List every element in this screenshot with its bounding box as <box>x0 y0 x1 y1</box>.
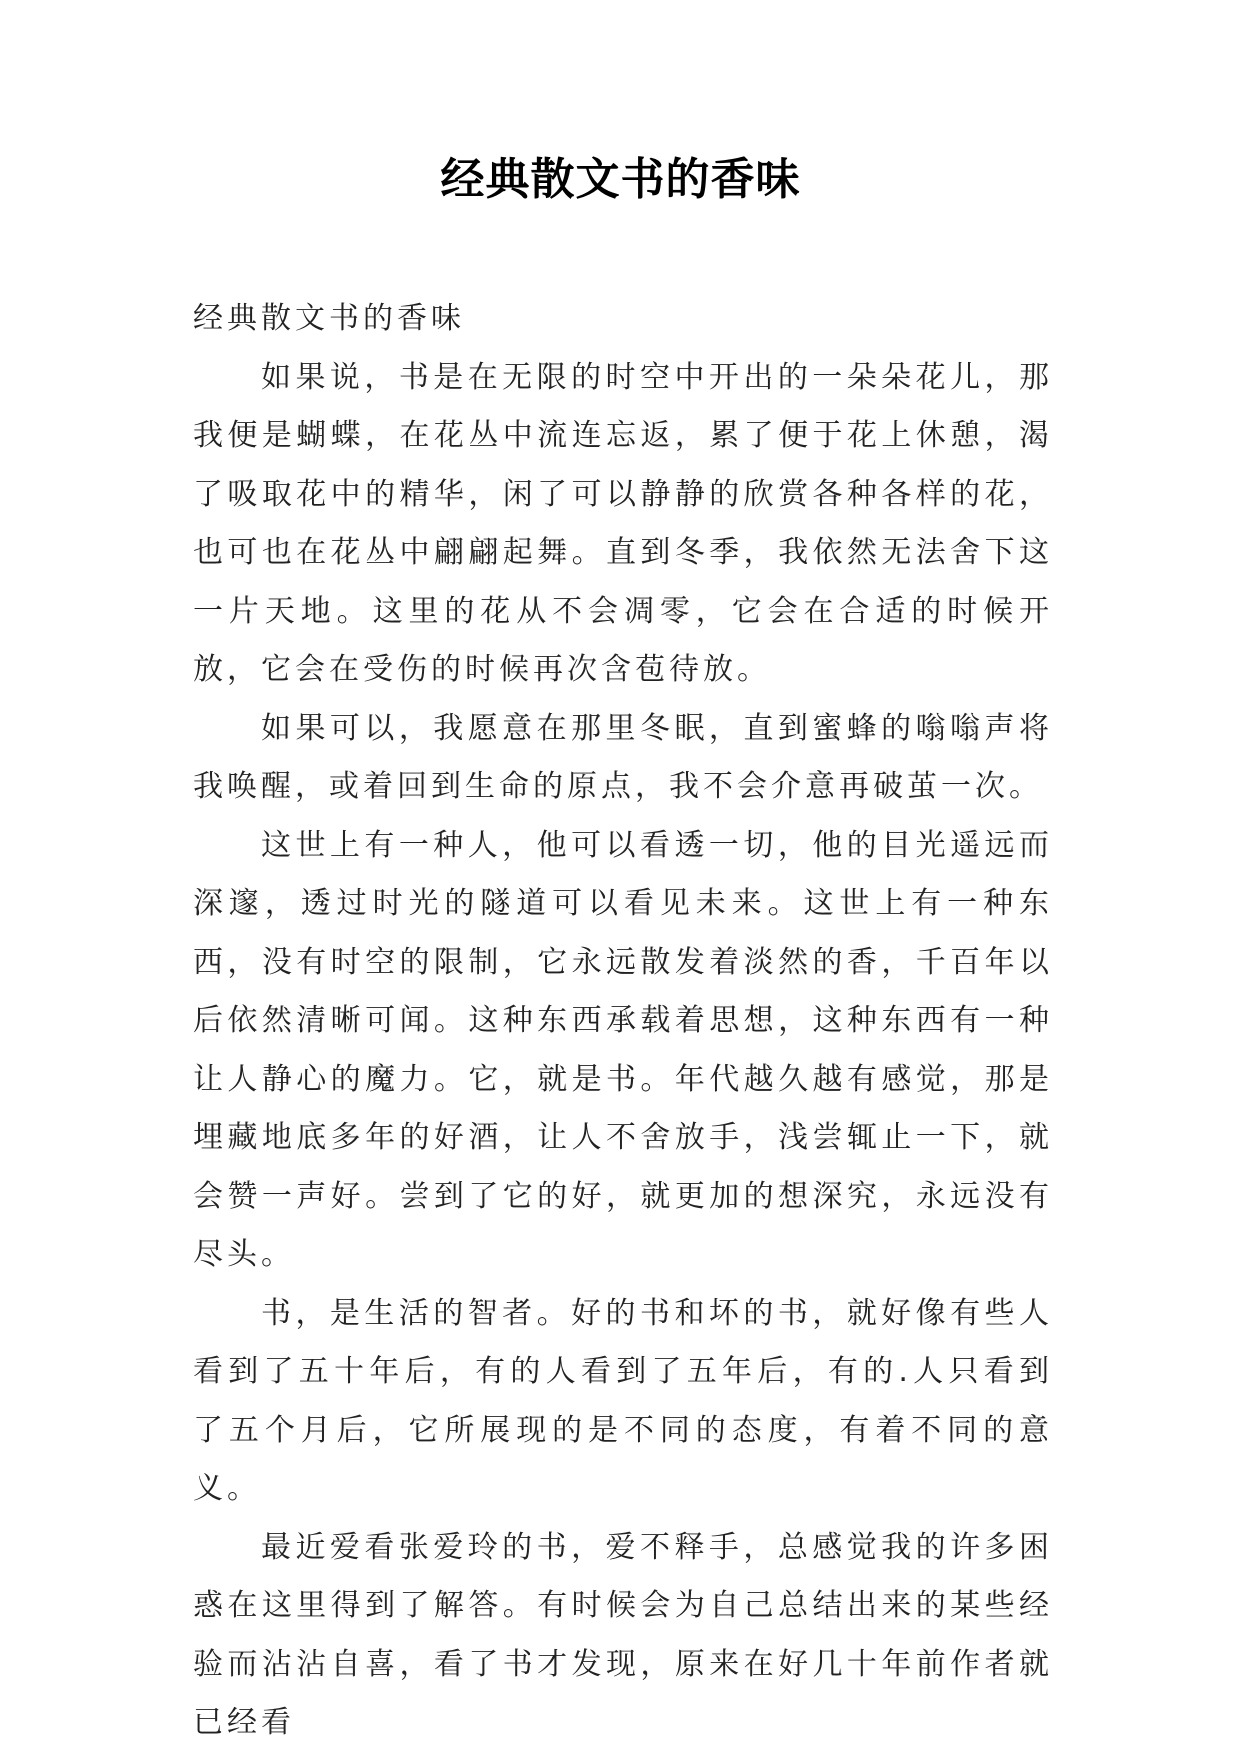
document-subtitle: 经典散文书的香味 <box>193 301 465 336</box>
paragraph: 如果可以，我愿意在那里冬眠，直到蜜蜂的嗡嗡声将我唤醒，或着回到生命的原点，我不会介意再破茧一次。 <box>193 710 1053 804</box>
document-title: 经典散文书的香味 <box>440 154 801 205</box>
paragraph: 如果说，书是在无限的时空中开出的一朵朵花儿，那我便是蝴蝶，在花丛中流连忘返，累了便于花上休憩，渴了吸取花中的精华，闲了可以静静的欣赏各种各样的花，也可也在花丛中翩翩起舞。直到冬季，我依然无法舍下这一片天地。这里的花从不会凋零，它会在合适的时候开放，它会在受伤的时候再次含苞待放。 <box>193 359 1053 687</box>
document-body <box>193 290 1053 1753</box>
paragraph: 这世上有一种人，他可以看透一切，他的目光遥远而深邃，透过时光的隧道可以看见未来。这世上有一种东西，没有时空的限制，它永远散发着淡然的香，千百年以后依然清晰可闻。这种东西承载着思想，这种东西有一种让人静心的魔力。它，就是书。年代越久越有感觉，那是埋藏地底多年的好酒，让人不舍放手，浅尝辄止一下，就会赞一声好。尝到了它的好，就更加的想深究，永远没有尽头。 <box>193 827 1053 1272</box>
paragraph: 书，是生活的智者。好的书和坏的书，就好像有些人看到了五十年后，有的人看到了五年后，有的.人只看到了五个月后，它所展现的是不同的态度，有着不同的意义。 <box>193 1295 1053 1506</box>
paragraph: 最近爱看张爱玲的书，爱不释手，总感觉我的许多困惑在这里得到了解答。有时候会为自己总结出来的某些经验而沾沾自喜，看了书才发现，原来在好几十年前作者就已经看 <box>193 1529 1053 1740</box>
